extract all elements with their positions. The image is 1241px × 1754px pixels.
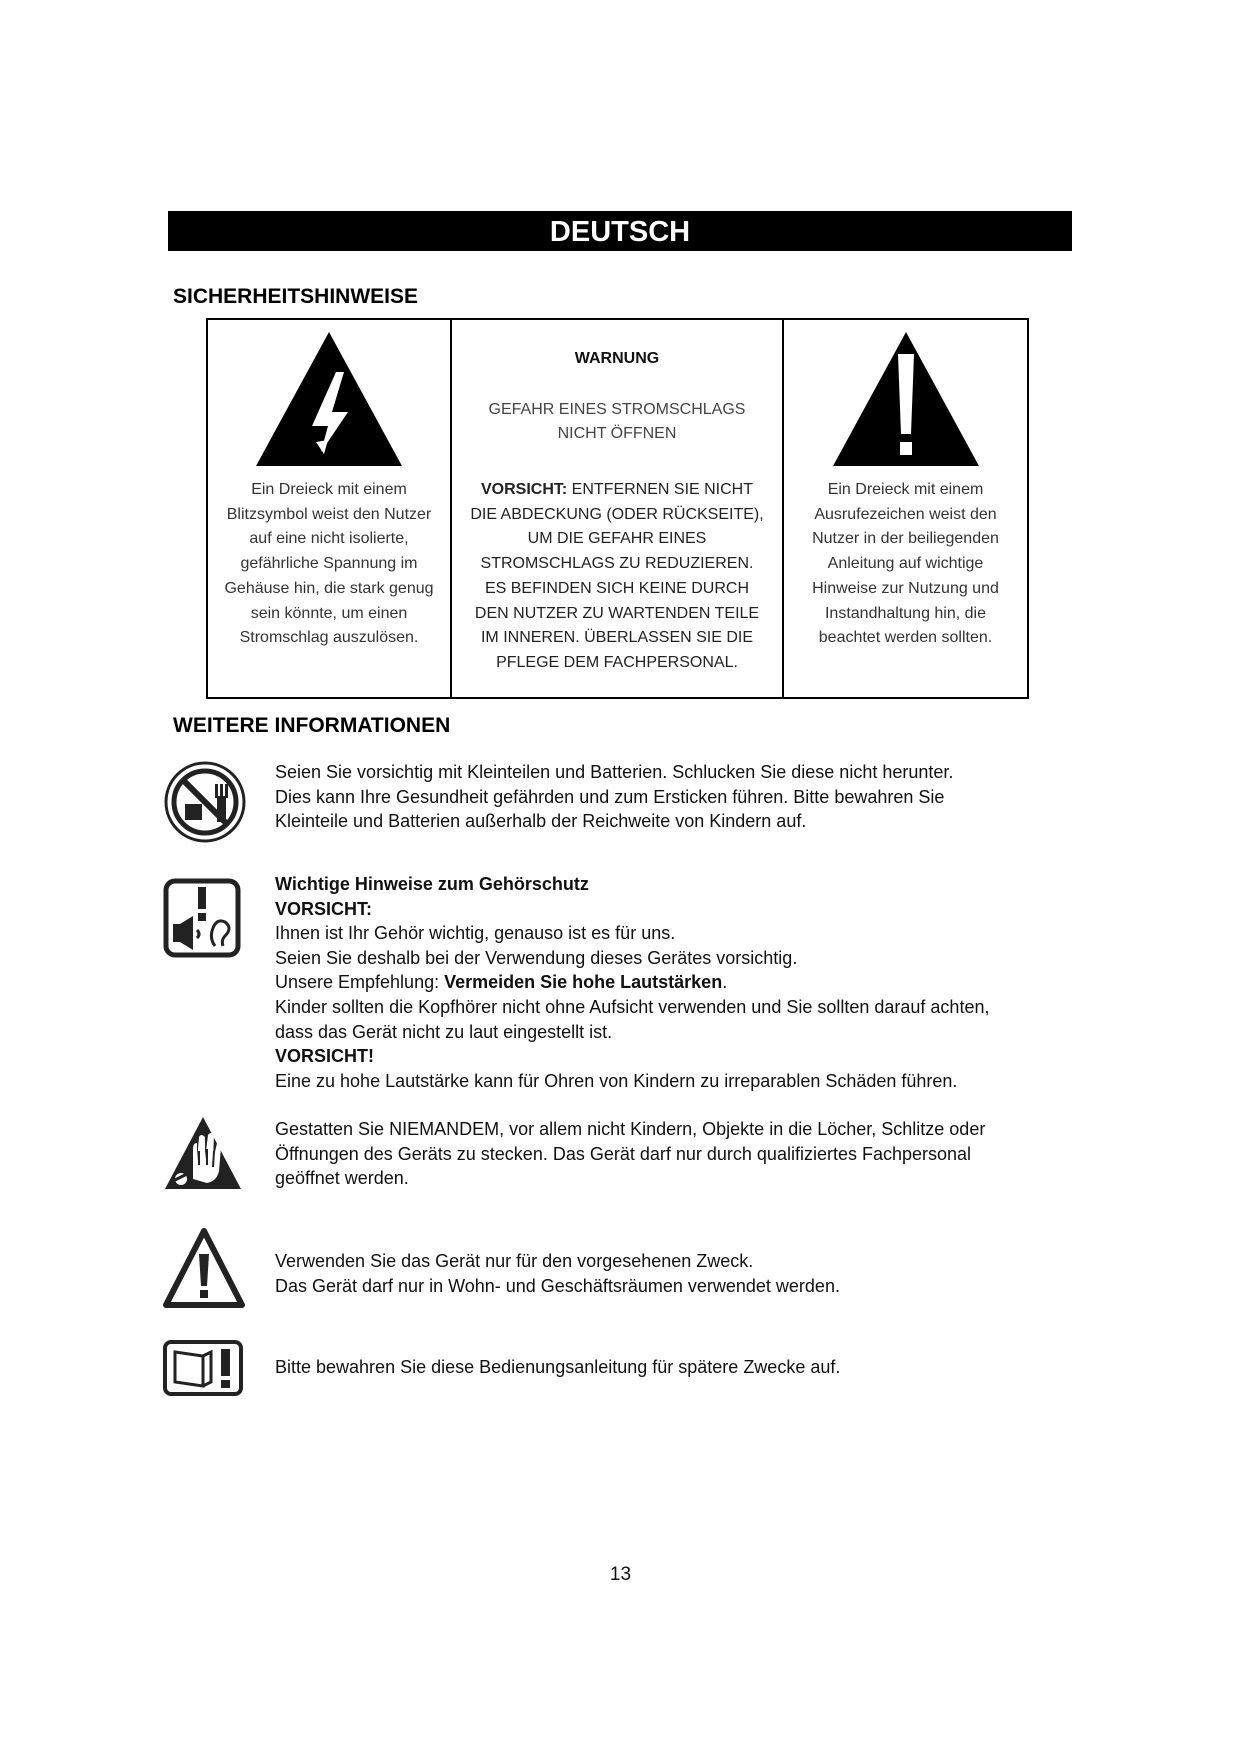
safety-section-title: SICHERHEITSHINWEISE [173, 285, 419, 308]
text-line: DEN NUTZER ZU WARTENDEN TEILE [474, 604, 760, 622]
warning-title: WARNUNG [574, 350, 660, 367]
lightning-description [208, 478, 450, 651]
text-line: beachtet werden sollten. [818, 629, 993, 647]
text-line: Stromschlag auszulösen. [239, 629, 419, 647]
text-line: PFLEGE DEM FACHPERSONAL. [496, 653, 738, 671]
text-line: ES BEFINDEN SICH KEINE DURCH [484, 579, 750, 597]
warning-col-exclamation [784, 320, 1027, 697]
text-line: Seien Sie vorsichtig mit Kleinteilen und Batterien. Schlucken Sie diese nicht herunter. [275, 762, 954, 782]
text-line: Ausrufezeichen weist den [814, 505, 997, 523]
no-small-parts-icon [163, 760, 247, 844]
text-line: IM INNEREN. ÜBERLASSEN SIE DIE [480, 629, 754, 647]
text-line: Seien Sie deshalb bei der Verwendung dieses Gerätes vorsichtig. [275, 947, 798, 968]
usage-notice [275, 1249, 1075, 1298]
text-line: Ein Dreieck mit einem [827, 481, 984, 498]
exclamation-triangle-icon [831, 330, 981, 468]
text-line: NICHT ÖFFNEN [557, 425, 677, 442]
text-line: STROMSCHLAGS ZU REDUZIEREN. [480, 555, 754, 573]
caution-text [452, 478, 782, 676]
recommendation-emphasis: Vermeiden Sie hohe Lautstärken [444, 972, 723, 993]
text-line: Gestatten Sie NIEMANDEM, vor allem nicht Kindern, Objekte in die Löcher, Schlitze oder [275, 1119, 986, 1139]
openings-notice [275, 1117, 1075, 1191]
info-section-title: WEITERE INFORMATIONEN [173, 714, 451, 737]
text-line: sein könnte, um einen [250, 604, 408, 622]
shock-warning [452, 398, 782, 446]
manual-notice: Bitte bewahren Sie diese Bedienungsanleitung für spätere Zwecke auf. [275, 1357, 841, 1377]
caution-label: VORSICHT: [275, 898, 373, 919]
text-line [452, 478, 782, 503]
text-line: auf eine nicht isolierte, [249, 530, 409, 548]
text-line: Das Gerät darf nur in Wohn- und Geschäftsräumen verwendet werden. [275, 1275, 840, 1296]
warning-col-lightning [208, 320, 452, 697]
caution-label: VORSICHT! [275, 1046, 374, 1067]
hearing-notice [275, 872, 1075, 1093]
text-line: Hinweise zur Nutzung und [812, 579, 999, 597]
text-line: Instandhaltung hin, die [824, 604, 986, 622]
text-line: UM DIE GEFAHR EINES [527, 530, 707, 548]
text-line: Ihnen ist Ihr Gehör wichtig, genauso ist es für uns. [275, 923, 676, 944]
warning-table [206, 318, 1029, 699]
text-span: ENTFERNEN SIE NICHT [567, 481, 754, 498]
text-line: gefährliche Spannung im [240, 555, 418, 573]
caution-label: VORSICHT: [480, 481, 568, 498]
text-span: Unsere Empfehlung: [275, 972, 445, 993]
small-parts-notice [275, 760, 1075, 834]
text-line: Verwenden Sie das Gerät nur für den vorgesehenen Zweck. [275, 1251, 754, 1271]
text-line: DIE ABDECKUNG (ODER RÜCKSEITE), [470, 505, 764, 523]
text-line: GEFAHR EINES STROMSCHLAGS [488, 401, 746, 418]
warning-col-center [452, 320, 784, 697]
exclamation-description [784, 478, 1027, 651]
hearing-protection-icon [163, 878, 241, 958]
text-line: Kinder sollten die Kopfhörer nicht ohne Aufsicht verwenden und Sie sollten darauf achten, [275, 996, 990, 1017]
text-line: Eine zu hohe Lautstärke kann für Ohren von Kindern zu irreparablen Schäden führen. [275, 1070, 958, 1091]
text-line: Kleinteile und Batterien außerhalb der Reichweite von Kindern auf. [275, 811, 807, 832]
hearing-heading: Wichtige Hinweise zum Gehörschutz [275, 874, 589, 894]
text-line: dass das Gerät nicht zu laut eingestellt ist. [275, 1021, 613, 1042]
warning-triangle-icon [163, 1228, 245, 1308]
no-objects-in-openings-icon [163, 1115, 243, 1191]
text-line: Gehäuse hin, die stark genug [224, 579, 434, 597]
language-header: DEUTSCH [168, 211, 1072, 251]
text-line: Nutzer in der beiliegenden [812, 530, 999, 548]
text-line: Anleitung auf wichtige [827, 555, 984, 573]
manual-book-icon [163, 1340, 243, 1396]
text-line: Ein Dreieck mit einem [251, 481, 407, 498]
text-line: Blitzsymbol weist den Nutzer [226, 505, 432, 523]
lightning-triangle-icon [254, 330, 404, 468]
recommendation-line [275, 970, 1075, 995]
page-number: 13 [609, 1564, 632, 1585]
text-span: . [722, 972, 728, 993]
text-line: Dies kann Ihre Gesundheit gefährden und zum Ersticken führen. Bitte bewahren Sie [275, 786, 945, 807]
text-line: Öffnungen des Geräts zu stecken. Das Gerät darf nur durch qualifiziertes Fachpersonal [275, 1143, 972, 1164]
text-line: geöffnet werden. [275, 1168, 409, 1189]
